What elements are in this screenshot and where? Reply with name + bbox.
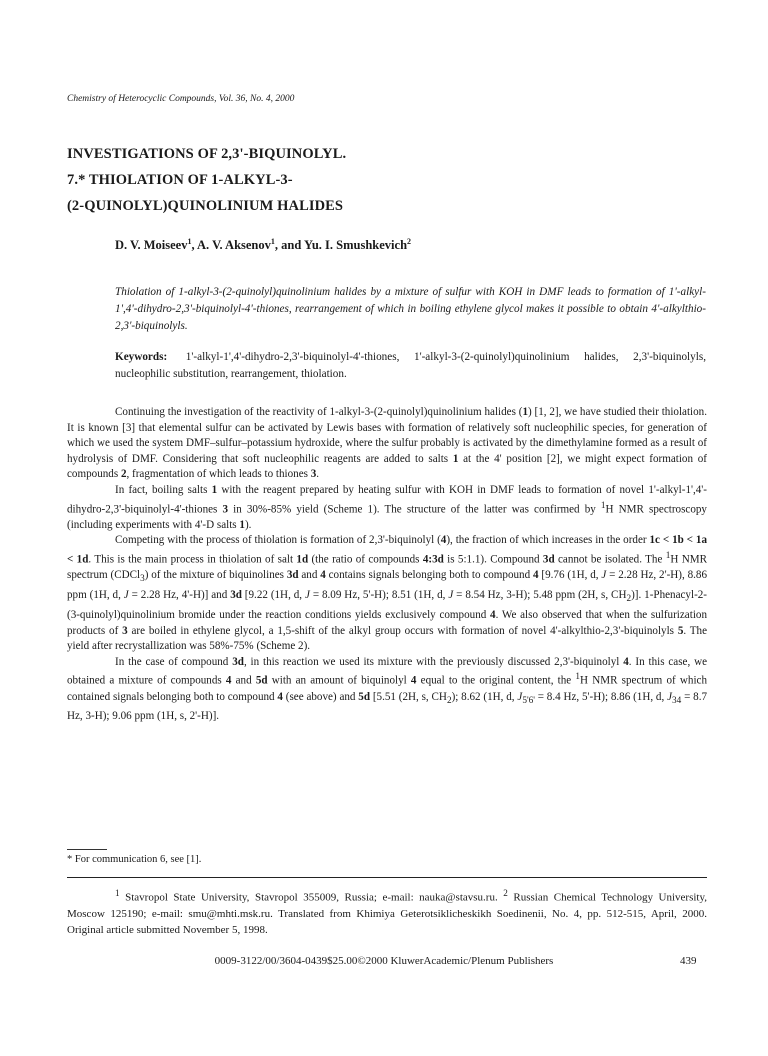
p3-cmpd: 3d <box>432 553 444 566</box>
p4-italic: J <box>517 690 523 703</box>
footnote-divider <box>67 849 107 850</box>
p2-text: with the reagent prepared by heating sulfur with KOH in DMF leads to formation of novel 1'-alkyl-1',4'-dihydro-2,3'-biquinolyl-4'-thiones <box>67 483 707 516</box>
p3-cmpd: 1d <box>296 553 309 566</box>
affiliation-2: Russian Chemical Technology University, Moscow 125190; e-mail: smu@mhti.msk.ru. Translated from Khimiya Geterotsiklicheskikh Soedinenii, No. 4, pp. 512-515, April, 2000. Original article submitted November 5, 1998. <box>67 891 707 936</box>
p3-text: H NMR spectrum (CDCl <box>67 553 708 582</box>
title-line-1: INVESTIGATIONS OF 2,3'-BIQUINOLYL. <box>67 146 347 162</box>
p3-sub: 3 <box>140 574 145 585</box>
p1-text: at the 4' position [2], we might expect formation of compounds <box>67 452 708 481</box>
journal-header: Chemistry of Heterocyclic Compounds, Vol. 36, No. 4, 2000 <box>67 94 295 104</box>
paragraph-1 <box>67 405 707 483</box>
paragraph-3 <box>67 533 707 654</box>
p4-cmpd: 4 <box>410 675 417 687</box>
affiliation-mark-2: 2 <box>503 888 508 898</box>
author-sep-1: , <box>191 238 198 253</box>
p3-text: . The yield after recrystallization was 58%-75% (Scheme 2). <box>67 624 708 653</box>
p3-text: )]. 1-Phenacyl-2-(3-quinolyl)quinolinium bromide under the reaction conditions yields exclusively compound <box>67 589 708 621</box>
p4-cmpd: 5d <box>358 690 371 703</box>
keywords-label: Keywords: <box>115 351 168 363</box>
p3-cmpd: 1c < 1b < 1a < 1d <box>67 534 707 566</box>
affiliation-divider <box>67 877 707 878</box>
p1-text: . <box>316 468 320 481</box>
p3-text: is 5:1.1). Compound <box>443 553 543 566</box>
p4-text: H NMR spectrum of which contained signals belonging both to compound <box>67 675 708 703</box>
p4-text: . In this case, we obtained a mixture of compounds <box>67 655 708 687</box>
p3-cmpd: 4 <box>533 569 539 582</box>
p2-text: ). <box>244 518 252 531</box>
p3-italic: J <box>601 569 607 582</box>
p3-sub: 2 <box>626 594 632 605</box>
body-text <box>67 405 707 725</box>
p1-cmpd: 3 <box>310 468 317 481</box>
p4-sub: 34 <box>672 695 682 706</box>
affiliation-1: Stavropol State University, Stavropol 355009, Russia; e-mail: nauka@stavsu.ru. <box>119 891 504 904</box>
p3-cmpd: 3d <box>286 569 299 582</box>
p4-text: = 8.7 Hz, 3-H); 9.06 ppm (1H, s, 2'-H)]. <box>67 690 708 723</box>
p1-text: , fragmentation of which leads to thiones <box>126 468 311 481</box>
paragraph-2 <box>67 483 707 533</box>
p2-text: H NMR spectroscopy (including experiments with 4'-D salts <box>67 503 707 531</box>
p3-cmpd: 4 <box>320 569 326 582</box>
p3-text: Competing with the process of thiolation is formation of 2,3'-biquinolyl ( <box>115 534 441 547</box>
p3-text: = 8.09 Hz, 5'-H); 8.51 (1H, d, <box>309 589 449 602</box>
author-1-mark: 1 <box>187 237 192 246</box>
p4-cmpd: 5d <box>255 675 268 687</box>
p4-cmpd: 4 <box>623 655 629 668</box>
p4-text: ); 8.62 (1H, d, <box>451 690 518 703</box>
p4-italic: J <box>667 690 673 703</box>
p2-sup: 1 <box>600 500 606 511</box>
author-sep-2: , and <box>274 238 304 253</box>
paragraph-4 <box>67 655 707 725</box>
p3-italic: J <box>448 589 454 602</box>
p3-italic: J <box>304 589 310 602</box>
p3-text: and <box>298 569 321 582</box>
p4-sub: 2 <box>446 695 452 706</box>
p3-cmpd: 3 <box>122 624 128 637</box>
affiliations <box>67 885 707 938</box>
footnote: * For communication 6, see [1]. <box>67 854 202 865</box>
p4-text: In the case of compound <box>115 655 233 668</box>
p4-text: [5.51 (2H, s, CH <box>370 690 447 703</box>
p4-sup: 1 <box>575 672 581 683</box>
p3-text: . This is the main process in thiolation of salt <box>88 553 297 566</box>
author-1: D. V. Moiseev <box>115 238 188 253</box>
author-3-mark: 2 <box>407 237 412 246</box>
title-line-2: 7.* THIOLATION OF 1-ALKYL-3- <box>67 172 293 188</box>
p3-text: [9.76 (1H, d, <box>538 569 602 582</box>
p4-text: = 8.4 Hz, 5'-H); 8.86 (1H, d, <box>534 690 668 703</box>
affiliation-mark-1: 1 <box>115 888 120 898</box>
p3-cmpd: 4 <box>440 534 447 547</box>
authors <box>115 237 411 253</box>
p3-text: are boiled in ethylene glycol, a 1,5-shift of the alkyl group occurs with formation of novel 4'-alkylthio-2,3'-biquinolyls <box>127 624 678 637</box>
author-2: A. V. Aksenov <box>197 238 271 253</box>
p1-text: ) [1, 2], we have studied their thiolation. It is known [3] that elemental sulfur can be activated by Lewis bases with formation of relatively soft nucleophilic species, for generation of which we used the system DMF–sulfur–potassium hydroxide, where the sulfur probably is activated by the dimethylamine formed as a result of hydrolysis of DMF. Considering that soft nucleophilic reagents are added to salts <box>67 406 707 465</box>
p2-cmpd: 1 <box>211 483 218 496</box>
p3-cmpd: 3d <box>230 589 242 602</box>
affiliation-text <box>67 885 707 938</box>
author-3: Yu. I. Smushkevich <box>303 238 408 253</box>
p3-text: = 8.54 Hz, 3-H); 5.48 ppm (2H, s, CH <box>453 589 627 602</box>
keywords-text: 1'-alkyl-1',4'-dihydro-2,3'-biquinolyl-4'-thiones, 1'-alkyl-3-(2-quinolyl)quinolinium halides, 2,3'-biquinolyls, nucleophilic substitution, rearrangement, thiolation. <box>115 351 707 380</box>
p2-text: in 30%-85% yield (Scheme 1). The structure of the latter was confirmed by <box>228 503 601 516</box>
p1-cmpd: 2 <box>120 468 127 481</box>
p3-cmpd: 4 <box>422 553 429 566</box>
p1-cmpd: 1 <box>522 406 528 418</box>
author-2-mark: 1 <box>270 237 275 246</box>
page-number: 439 <box>680 955 697 967</box>
p1-text: Continuing the investigation of the reactivity of 1-alkyl-3-(2-quinolyl)quinolinium halides ( <box>115 406 523 418</box>
p3-italic: J <box>123 589 129 602</box>
p4-cmpd: 3d <box>232 655 244 668</box>
p3-cmpd: 4 <box>490 608 496 621</box>
p4-text: , in this reaction we used its mixture with the previously discussed 2,3'-biquinolyl <box>243 655 624 668</box>
p3-text: (the ratio of compounds <box>308 553 423 566</box>
p3-text: = 2.28 Hz, 2'-H), 8.86 ppm (1H, d, <box>67 569 707 602</box>
p3-cmpd: : <box>428 553 433 566</box>
p2-text: In fact, boiling salts <box>115 483 212 496</box>
p4-cmpd: 4 <box>225 675 232 687</box>
p3-text: = 2.28 Hz, 4'-H)] and <box>128 589 231 602</box>
p4-text: and <box>231 675 256 687</box>
p4-cmpd: 4 <box>277 690 283 703</box>
p3-text: ) of the mixture of biquinolines <box>144 569 287 582</box>
abstract: Thiolation of 1-alkyl-3-(2-quinolyl)quinolinium halides by a mixture of sulfur with KOH in DMF leads to formation of 1'-alkyl-1',4'-dihydro-2,3'-biquinolyl-4'-thiones, rearrangement of which in boiling ethylene glycol makes it possible to obtain 4'-alkylthio-2,3'-biquinolyls. <box>115 286 706 332</box>
p4-sub: 5'6' <box>522 695 535 706</box>
copyright-code: 0009-3122/00/3604-0439$25.00©2000 KluwerAcademic/Plenum Publishers <box>214 955 554 967</box>
p4-text: with an amount of biquinolyl <box>267 675 411 687</box>
title-line-3: (2-QUINOLYL)QUINOLINIUM HALIDES <box>67 198 344 214</box>
p2-cmpd: 3 <box>222 503 229 516</box>
p3-text: contains signals belonging both to compound <box>325 569 533 582</box>
keywords <box>115 349 706 383</box>
p1-cmpd: 1 <box>452 452 459 465</box>
p3-text: . We also observed that when the sulfurization products of <box>67 608 707 637</box>
p3-cmpd: 5 <box>677 624 684 637</box>
p4-text: (see above) and <box>282 690 359 703</box>
p3-sup: 1 <box>665 551 671 562</box>
p3-text: [9.22 (1H, d, <box>241 589 305 602</box>
p3-text: ), the fraction of which increases in the order <box>446 534 650 547</box>
p4-text: equal to the original content, the <box>416 675 576 687</box>
p2-cmpd: 1 <box>239 518 245 531</box>
p3-cmpd: 3d <box>542 553 555 566</box>
p3-text: cannot be isolated. The <box>554 553 666 566</box>
